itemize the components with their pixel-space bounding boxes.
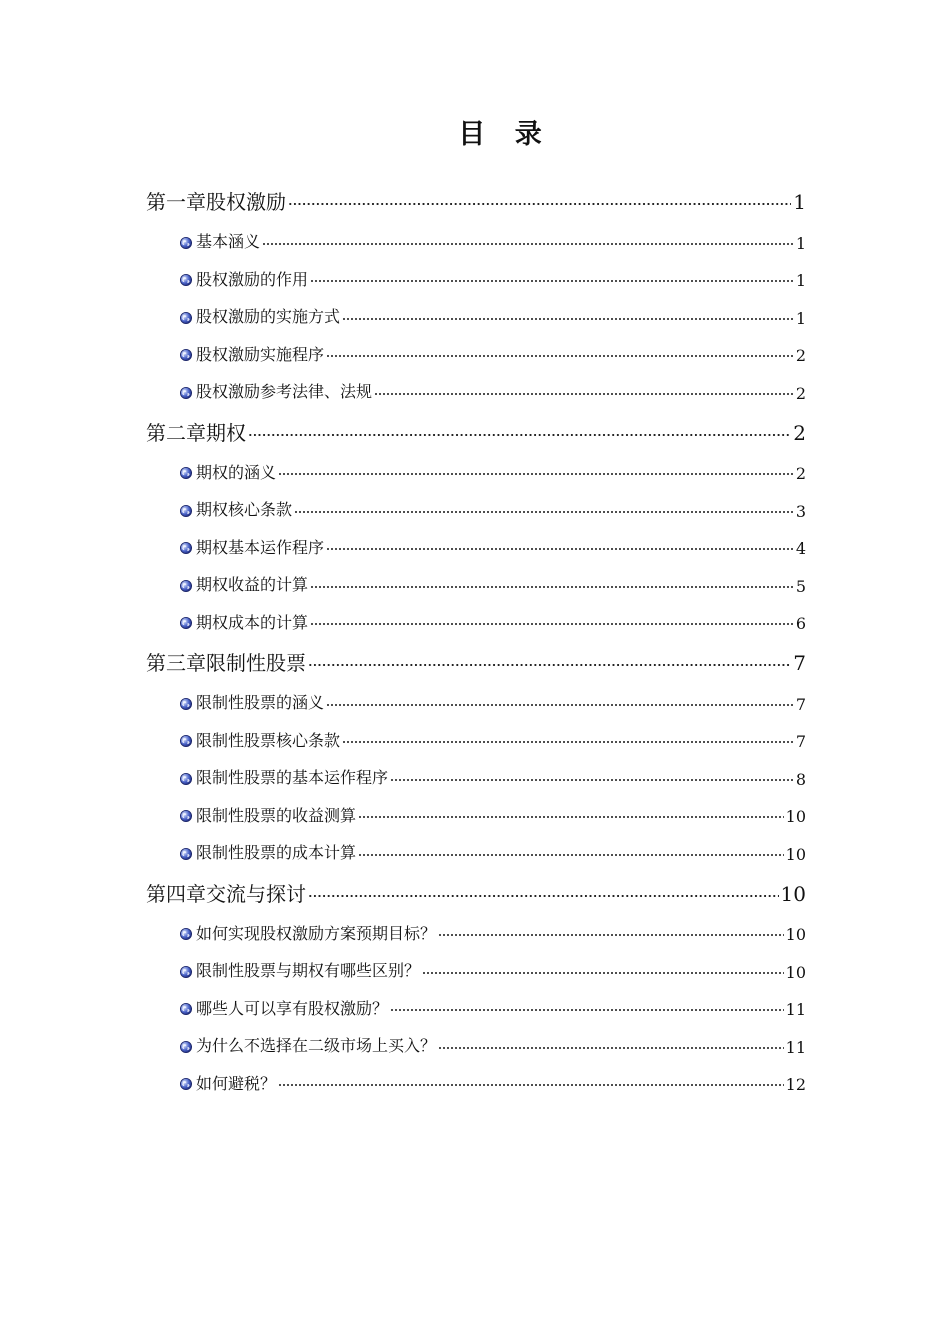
dot-leader xyxy=(326,354,794,358)
toc-section-label: 为什么不选择在二级市场上买入？ xyxy=(196,1036,437,1055)
dot-leader xyxy=(248,433,791,437)
dot-leader xyxy=(278,472,794,476)
dot-leader xyxy=(374,392,794,396)
toc-section-entry[interactable] xyxy=(146,342,806,380)
toc-page-number: 10 xyxy=(785,962,806,982)
toc-page-number: 1 xyxy=(795,308,806,328)
dot-leader xyxy=(308,894,779,898)
toc-section-label: 股权激励实施程序 xyxy=(196,344,325,364)
toc-section-label: 股权激励的实施方式 xyxy=(196,307,341,326)
globe-icon xyxy=(179,1076,193,1090)
toc-section-label: 限制性股票的成本计算 xyxy=(196,843,357,862)
toc-section-entry[interactable] xyxy=(146,267,806,305)
globe-icon xyxy=(179,540,193,554)
dot-leader xyxy=(308,663,791,667)
toc-section-label: 如何避税？ xyxy=(196,1073,277,1093)
dot-leader xyxy=(342,317,794,321)
toc-page-number: 1 xyxy=(793,190,806,214)
toc-page-number: 7 xyxy=(795,732,806,751)
globe-icon xyxy=(179,578,193,592)
toc-page-number: 7 xyxy=(795,694,806,714)
toc-chapter-label: 第四章交流与探讨 xyxy=(146,881,306,906)
dot-leader xyxy=(294,510,794,514)
toc-section-label: 股权激励参考法律、法规 xyxy=(196,382,373,401)
dot-leader xyxy=(342,740,794,744)
globe-icon xyxy=(179,696,193,710)
toc-page-number: 2 xyxy=(795,383,806,403)
toc-page-number: 7 xyxy=(793,651,806,675)
toc-section-label: 期权收益的计算 xyxy=(196,575,309,594)
globe-icon xyxy=(179,1039,193,1053)
page-title: 目 录 xyxy=(458,119,552,150)
toc-section-label: 限制性股票与期权有哪些区别？ xyxy=(196,961,421,980)
toc-chapter-label: 第三章限制性股票 xyxy=(146,651,306,675)
globe-icon xyxy=(179,808,193,822)
toc-section-label: 限制性股票的基本运作程序 xyxy=(196,768,389,787)
toc-section-entry[interactable] xyxy=(146,840,806,878)
globe-icon xyxy=(179,926,193,940)
dot-leader xyxy=(390,778,794,782)
toc-section-entry[interactable] xyxy=(146,535,806,573)
dot-leader xyxy=(310,585,794,589)
toc-section-label: 期权核心条款 xyxy=(196,500,293,519)
toc-section-entry[interactable] xyxy=(146,460,806,498)
dot-leader xyxy=(288,202,791,206)
dot-leader xyxy=(326,703,794,707)
globe-icon xyxy=(179,964,193,978)
dot-leader xyxy=(262,242,794,246)
toc-section-entry[interactable] xyxy=(146,572,806,610)
dot-leader xyxy=(438,1046,784,1050)
toc-page-number: 6 xyxy=(795,614,806,633)
globe-icon xyxy=(179,465,193,479)
toc-page-number: 10 xyxy=(780,881,806,906)
toc-section-entry[interactable] xyxy=(146,304,806,342)
toc-section-label: 如何实现股权激励方案预期目标？ xyxy=(196,923,437,943)
toc-section-label: 期权成本的计算 xyxy=(196,612,309,632)
toc-section-label: 期权基本运作程序 xyxy=(196,537,325,557)
toc-section-entry[interactable] xyxy=(146,610,806,648)
globe-icon xyxy=(179,1001,193,1015)
toc-chapter-entry[interactable] xyxy=(146,878,806,920)
toc-chapter-label: 第一章股权激励 xyxy=(146,190,286,214)
toc-page-number: 2 xyxy=(795,346,806,365)
toc-section-entry[interactable] xyxy=(146,765,806,803)
toc-section-entry[interactable] xyxy=(146,921,806,959)
toc-section-entry[interactable] xyxy=(146,1033,806,1071)
dot-leader xyxy=(326,547,794,551)
toc-section-label: 限制性股票的收益测算 xyxy=(196,805,357,825)
toc-page-number: 2 xyxy=(793,420,806,445)
toc-chapter xyxy=(146,878,806,1109)
toc-chapter-entry[interactable] xyxy=(146,186,806,228)
globe-icon xyxy=(179,846,193,860)
toc-section-entry[interactable] xyxy=(146,803,806,841)
globe-icon xyxy=(179,615,193,629)
toc-section-label: 限制性股票核心条款 xyxy=(196,730,341,750)
toc-page-number: 8 xyxy=(795,769,806,789)
globe-icon xyxy=(179,771,193,785)
dot-leader xyxy=(422,971,784,975)
toc-section-entry[interactable] xyxy=(146,690,806,728)
toc-section-label: 限制性股票的涵义 xyxy=(196,693,325,712)
globe-icon xyxy=(179,310,193,324)
toc-page-number: 1 xyxy=(795,233,806,253)
toc-page-number: 10 xyxy=(785,925,806,944)
toc-section-entry[interactable] xyxy=(146,996,806,1034)
toc-chapter xyxy=(146,186,806,417)
toc-page-number: 11 xyxy=(785,1037,806,1057)
toc-page-number: 10 xyxy=(785,807,806,826)
globe-icon xyxy=(179,385,193,399)
toc-page-number: 12 xyxy=(785,1075,806,1094)
toc-page-number: 1 xyxy=(795,271,806,290)
globe-icon xyxy=(179,272,193,286)
toc-section-entry[interactable] xyxy=(146,958,806,996)
toc-chapter xyxy=(146,417,806,648)
toc-page-number: 3 xyxy=(795,501,806,521)
toc-chapter xyxy=(146,647,806,878)
globe-icon xyxy=(179,503,193,517)
toc-chapter-entry[interactable] xyxy=(146,417,806,459)
table-of-contents xyxy=(146,186,806,1108)
dot-leader xyxy=(310,622,794,626)
toc-chapter-entry[interactable] xyxy=(146,647,806,689)
toc-page-number: 2 xyxy=(795,464,806,483)
toc-page-number: 4 xyxy=(795,539,806,558)
dot-leader xyxy=(358,853,784,857)
globe-icon xyxy=(179,235,193,249)
globe-icon xyxy=(179,347,193,361)
toc-section-entry[interactable] xyxy=(146,1071,806,1109)
toc-section-entry[interactable] xyxy=(146,728,806,766)
toc-page-number: 11 xyxy=(785,1000,806,1019)
toc-section-label: 股权激励的作用 xyxy=(196,269,309,289)
toc-section-entry[interactable] xyxy=(146,497,806,535)
toc-chapter-label: 第二章期权 xyxy=(146,420,246,445)
toc-section-label: 基本涵义 xyxy=(196,232,261,251)
globe-icon xyxy=(179,733,193,747)
toc-page-number: 5 xyxy=(795,576,806,596)
toc-section-label: 期权的涵义 xyxy=(196,462,277,482)
toc-section-entry[interactable] xyxy=(146,379,806,417)
toc-section-entry[interactable] xyxy=(146,229,806,267)
dot-leader xyxy=(278,1083,784,1087)
toc-page-number: 10 xyxy=(785,844,806,864)
dot-leader xyxy=(358,815,784,819)
dot-leader xyxy=(438,933,784,937)
dot-leader xyxy=(390,1008,784,1012)
toc-section-label: 哪些人可以享有股权激励？ xyxy=(196,998,389,1018)
dot-leader xyxy=(310,279,794,283)
